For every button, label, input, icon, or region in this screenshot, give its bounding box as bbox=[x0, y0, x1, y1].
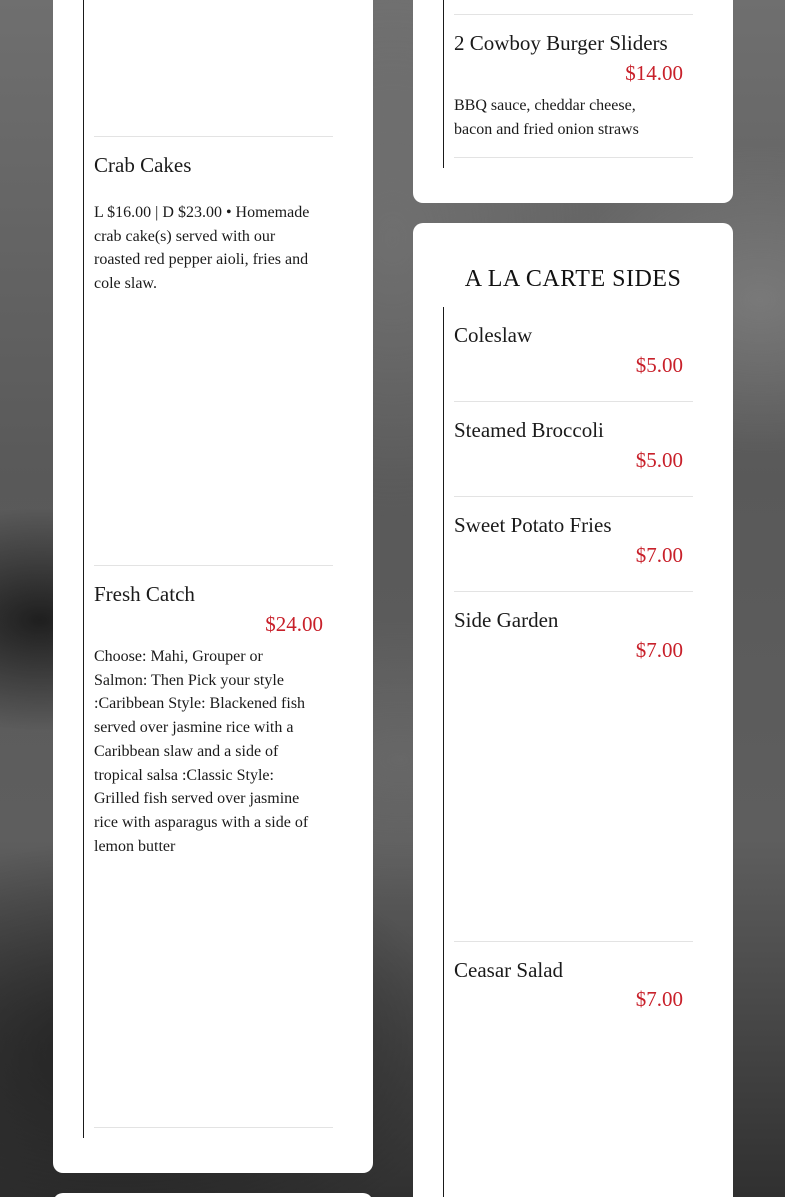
item-name: Crab Cakes bbox=[94, 153, 192, 177]
item-name: Coleslaw bbox=[454, 323, 533, 347]
menu-card-appetizers bbox=[413, 0, 733, 203]
item-price: $7.00 bbox=[635, 987, 683, 1011]
menu-card-entrees bbox=[53, 0, 373, 1173]
section-rule bbox=[443, 0, 444, 168]
item-divider bbox=[454, 941, 693, 942]
item-description: L $16.00 | D $23.00 • Homemade crab cake(s) served with our roasted red pepper aioli, fries and cole slaw. bbox=[94, 204, 310, 293]
item-divider bbox=[94, 1127, 333, 1128]
item-price: $7.00 bbox=[635, 543, 683, 567]
item-name: Side Garden bbox=[454, 608, 559, 632]
item-price: $14.00 bbox=[625, 61, 683, 85]
item-name: Ceasar Salad bbox=[454, 958, 564, 982]
menu-card-next bbox=[53, 1193, 373, 1197]
section-rule bbox=[443, 307, 444, 1197]
item-name: 2 Cowboy Burger Sliders bbox=[454, 31, 668, 55]
item-price: $24.00 bbox=[265, 612, 323, 636]
item-divider bbox=[454, 157, 693, 158]
section-rule bbox=[83, 0, 84, 1138]
item-name: Sweet Potato Fries bbox=[454, 513, 612, 537]
item-description: Choose: Mahi, Grouper or Salmon: Then Pick your style :Caribbean Style: Blackened fish served over jasmine rice with a Caribbean slaw and a side of tropical salsa :Classic Style: Grilled fish served over jasmine rice with asparagus with a side of lemon butter bbox=[94, 648, 309, 855]
section-title: A LA CARTE SIDES bbox=[464, 266, 682, 292]
item-price: $5.00 bbox=[635, 448, 683, 472]
item-divider bbox=[454, 14, 693, 15]
item-name: Steamed Broccoli bbox=[454, 418, 604, 442]
item-divider bbox=[94, 565, 333, 566]
item-price: $7.00 bbox=[635, 638, 683, 662]
item-divider bbox=[454, 496, 693, 497]
item-divider bbox=[94, 136, 333, 137]
item-divider bbox=[454, 591, 693, 592]
menu-card-a-la-carte-sides bbox=[413, 223, 733, 1197]
item-name: Fresh Catch bbox=[94, 582, 195, 606]
item-price: $5.00 bbox=[635, 353, 683, 377]
item-divider bbox=[454, 401, 693, 402]
item-description: BBQ sauce, cheddar cheese, bacon and fried onion straws bbox=[454, 97, 639, 138]
